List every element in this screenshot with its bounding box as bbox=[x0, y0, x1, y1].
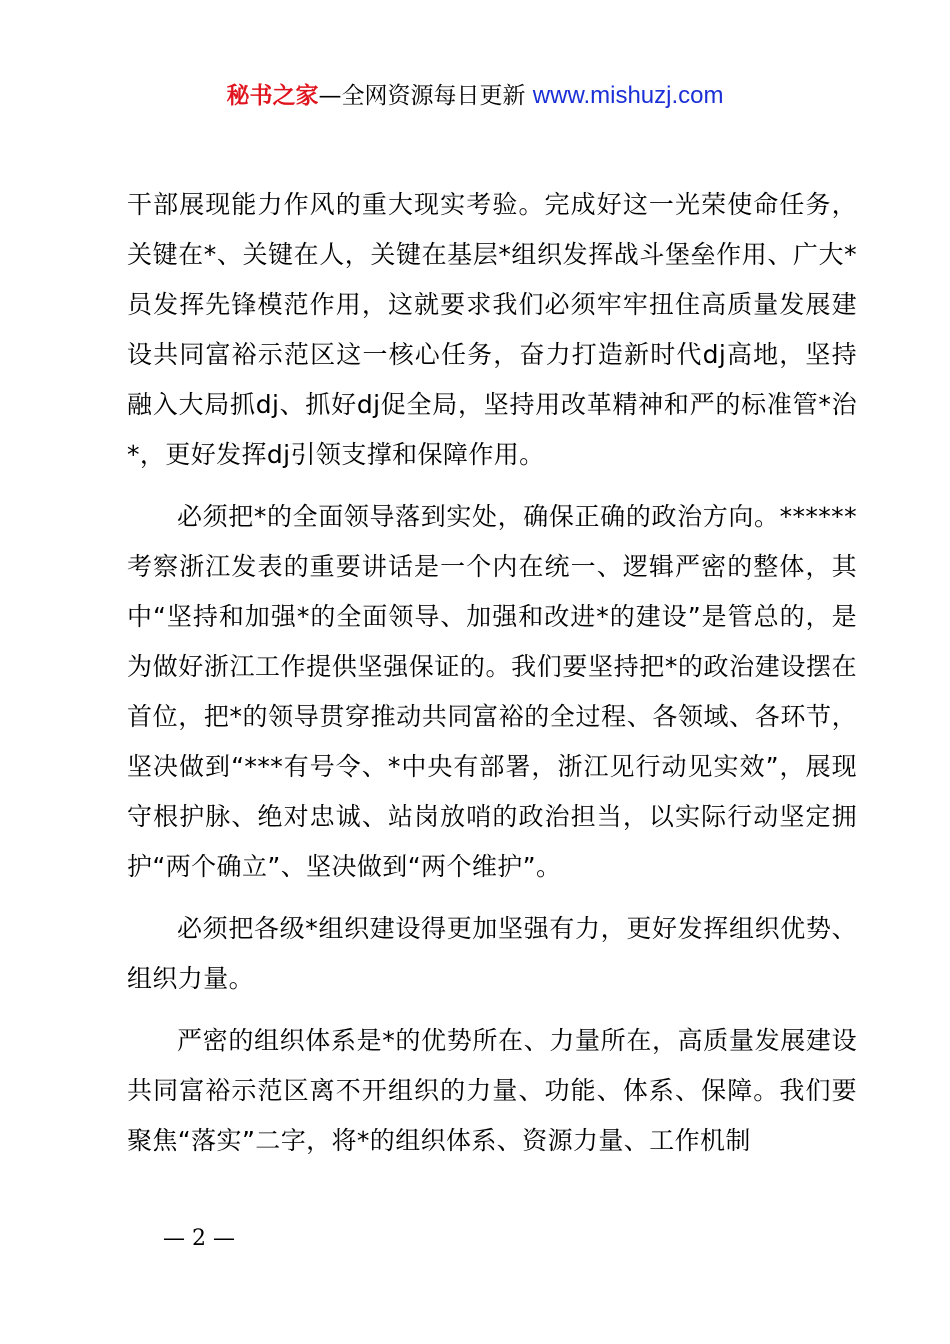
paragraph-organization-system: 严密的组织体系是*的优势所在、力量所在，高质量发展建设共同富裕示范区离不开组织的力量、功能、体系、保障。我们要聚焦“落实”二字，将*的组织体系、资源力量、工作机制 bbox=[127, 1026, 857, 1155]
page-number: — 2 — bbox=[163, 1226, 235, 1251]
paragraph-continued: 干部展现能力作风的重大现实考验。完成好这一光荣使命任务，关键在*、关键在人，关键在基层*组织发挥战斗堡垒作用、广大*员发挥先锋模范作用，这就要求我们必须牢牢扭住高质量发展建设共同富裕示范区这一核心任务，奋力打造新时代dj高地，坚持融入大局抓dj、抓好dj促全局，坚持用改革精神和严的标准管*治*，更好发挥dj引领支撑和保障作用。 bbox=[127, 190, 857, 469]
document-body bbox=[127, 180, 857, 1178]
page-header bbox=[0, 80, 950, 112]
site-link[interactable]: www.mishuzj.com bbox=[532, 82, 724, 109]
header-tagline: —全网资源每日更新 bbox=[318, 83, 533, 109]
brand-name: 秘书之家 bbox=[226, 83, 319, 109]
paragraph-organization-strength: 必须把各级*组织建设得更加坚强有力，更好发挥组织优势、组织力量。 bbox=[127, 914, 857, 993]
paragraph-political-direction: 必须把*的全面领导落到实处，确保正确的政治方向。******考察浙江发表的重要讲话是一个内在统一、逻辑严密的整体，其中“坚持和加强*的全面领导、加强和改进*的建设”是管总的，是为做好浙江工作提供坚强保证的。我们要坚持把*的政治建设摆在首位，把*的领导贯穿推动共同富裕的全过程、各领域、各环节，坚决做到“***有号令、*中央有部署，浙江见行动见实效”，展现守根护脉、绝对忠诚、站岗放哨的政治担当，以实际行动坚定拥护“两个确立”、坚决做到“两个维护”。 bbox=[127, 502, 857, 881]
